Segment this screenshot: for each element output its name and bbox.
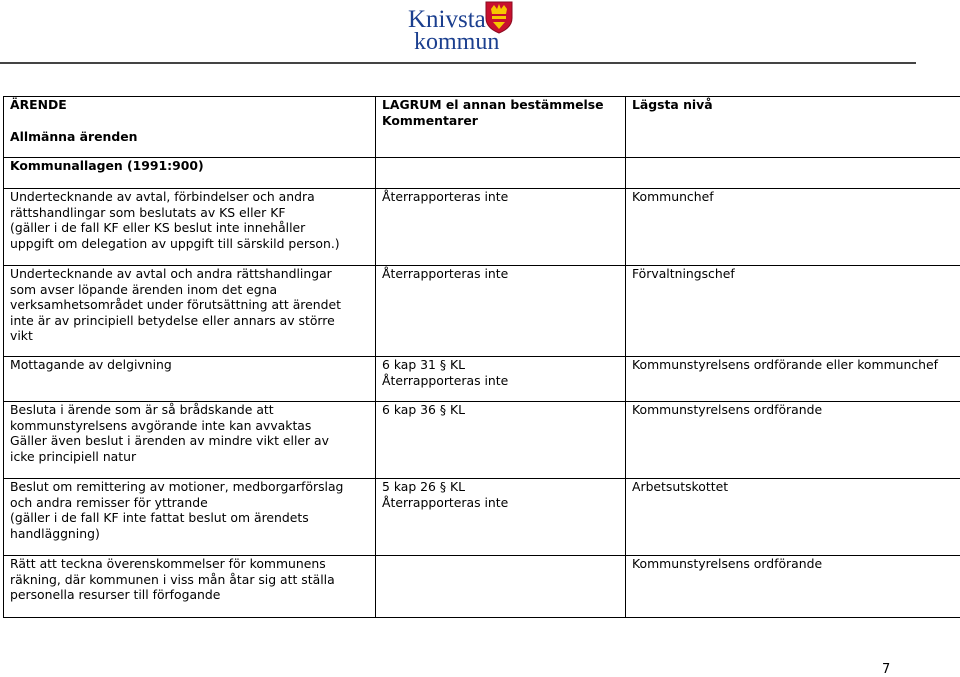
table-row [4, 266, 960, 357]
lagrum-cell: Återrapporteras inte [382, 189, 619, 205]
table-row [4, 189, 960, 266]
table-row [4, 556, 960, 618]
niva-cell: Kommunstyrelsens ordförande eller kommunchef [632, 357, 960, 373]
header-cell-arende [4, 97, 376, 158]
page-number: 7 [882, 662, 890, 677]
section-title: Kommunallagen (1991:900) [4, 158, 376, 189]
coat-of-arms-icon [484, 0, 514, 34]
table-row [4, 402, 960, 479]
category-label: Allmänna ärenden [10, 129, 369, 145]
logo-text-line1: Knivsta [408, 7, 486, 32]
delegation-table [3, 96, 960, 618]
col-header-lagrum: LAGRUM el annan bestämmelse [382, 97, 619, 113]
arende-cell: Undertecknande av avtal, förbindelser och andra rättshandlingar som beslutats av KS eller KF (gäller i de fall KF eller KS beslut inte innehåller uppgift om delegation av uppgift till särskild person.) [10, 189, 369, 251]
arende-cell: Undertecknande av avtal och andra rättshandlingar som avser löpande ärenden inom det egna verksamhetsområdet under förutsättning att ärendet inte är av principiell betydelse eller annars av större vikt [10, 266, 369, 344]
municipality-logo [400, 0, 520, 56]
niva-cell: Kommunstyrelsens ordförande [632, 556, 960, 572]
niva-cell: Förvaltningschef [632, 266, 960, 282]
lagrum-cell: 5 kap 26 § KL Återrapporteras inte [382, 479, 619, 510]
arende-cell: Beslut om remittering av motioner, medborgarförslag och andra remisser för yttrande (gäller i de fall KF inte fattat beslut om ärendets handläggning) [10, 479, 369, 541]
arende-cell: Rätt att teckna överenskommelser för kommunens räkning, där kommunen i viss mån åtar sig att ställa personella resurser till förfogande [10, 556, 369, 603]
section-row [4, 158, 960, 189]
header-cell-lagrum [376, 97, 626, 158]
arende-cell: Besluta i ärende som är så brådskande att kommunstyrelsens avgörande inte kan avvaktas Gäller även beslut i ärenden av mindre vikt eller av icke principiell natur [10, 402, 369, 464]
logo-text-line2: kommun [414, 30, 499, 54]
col-header-kommentarer: Kommentarer [382, 113, 619, 129]
lagrum-cell: Återrapporteras inte [382, 266, 619, 282]
col-header-arende: ÄRENDE [10, 97, 369, 113]
table-header-row [4, 97, 960, 158]
section-empty-cell [626, 158, 960, 189]
section-empty-cell [376, 158, 626, 189]
table-row [4, 479, 960, 556]
niva-cell: Kommunstyrelsens ordförande [632, 402, 960, 418]
table-row [4, 357, 960, 402]
header-cell-niva [626, 97, 960, 158]
arende-cell: Mottagande av delgivning [10, 357, 369, 373]
header-rule [0, 62, 916, 64]
niva-cell: Kommunchef [632, 189, 960, 205]
col-header-lagsta-niva: Lägsta nivå [632, 97, 960, 113]
niva-cell: Arbetsutskottet [632, 479, 960, 495]
lagrum-cell: 6 kap 36 § KL [382, 402, 619, 418]
lagrum-cell: 6 kap 31 § KL Återrapporteras inte [382, 357, 619, 388]
